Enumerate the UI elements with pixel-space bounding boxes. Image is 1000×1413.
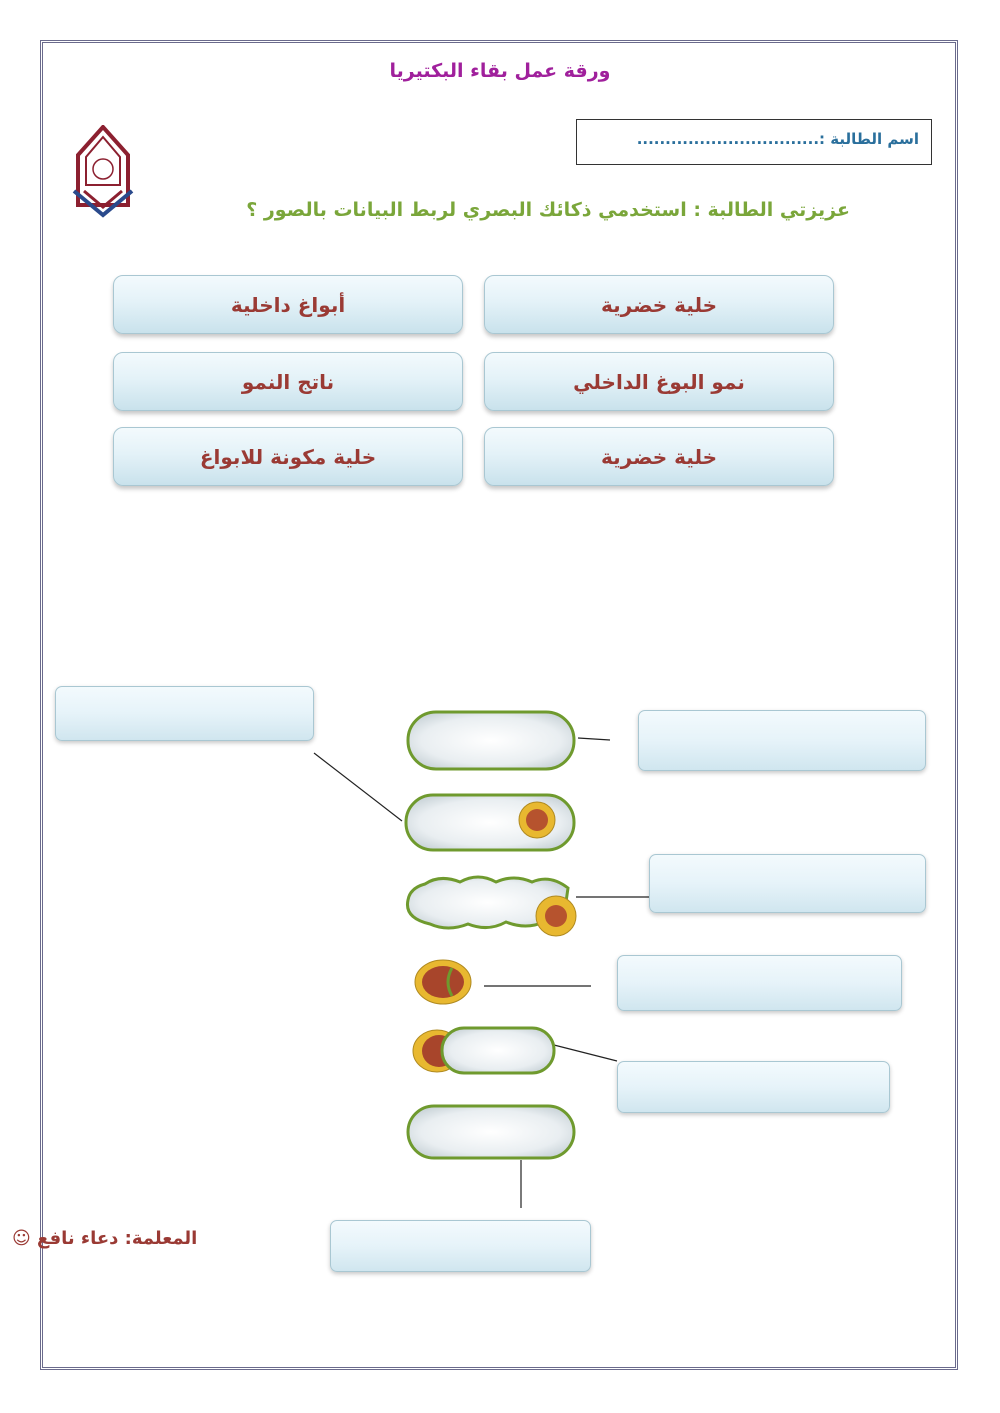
germinating-cell (442, 1028, 554, 1073)
worksheet-title: ورقة عمل بقاء البكتيريا (389, 60, 611, 82)
student-name-field[interactable]: اسم الطالبة :................................ (576, 119, 932, 165)
label-growth-product[interactable]: ناتج النمو (113, 352, 463, 411)
answer-box-6[interactable] (330, 1220, 591, 1272)
label-vegetative-cell-1[interactable]: خلية خضرية (484, 275, 834, 334)
answer-box-2[interactable] (638, 710, 926, 771)
answer-box-1[interactable] (55, 686, 314, 741)
connector-line-1 (578, 738, 610, 740)
teacher-name: المعلمة: دعاء نافع ☺ (12, 1228, 198, 1249)
vegetative-cell-bottom (408, 1106, 574, 1158)
answer-box-3[interactable] (649, 854, 926, 913)
vegetative-cell-top (408, 712, 574, 769)
label-endospores[interactable]: أبواغ داخلية (113, 275, 463, 334)
answer-box-4[interactable] (617, 955, 902, 1011)
instruction-text: عزيزتي الطالبة : استخدمي ذكائك البصري لربط البيانات بالصور ؟ (246, 199, 850, 221)
answer-box-5[interactable] (617, 1061, 890, 1113)
label-endospore-growth[interactable]: نمو البوغ الداخلي (484, 352, 834, 411)
connector-line-2 (314, 753, 402, 821)
label-vegetative-cell-2[interactable]: خلية خضرية (484, 427, 834, 486)
label-sporulating-cell[interactable]: خلية مكونة للابواغ (113, 427, 463, 486)
connector-line-5 (554, 1045, 617, 1061)
